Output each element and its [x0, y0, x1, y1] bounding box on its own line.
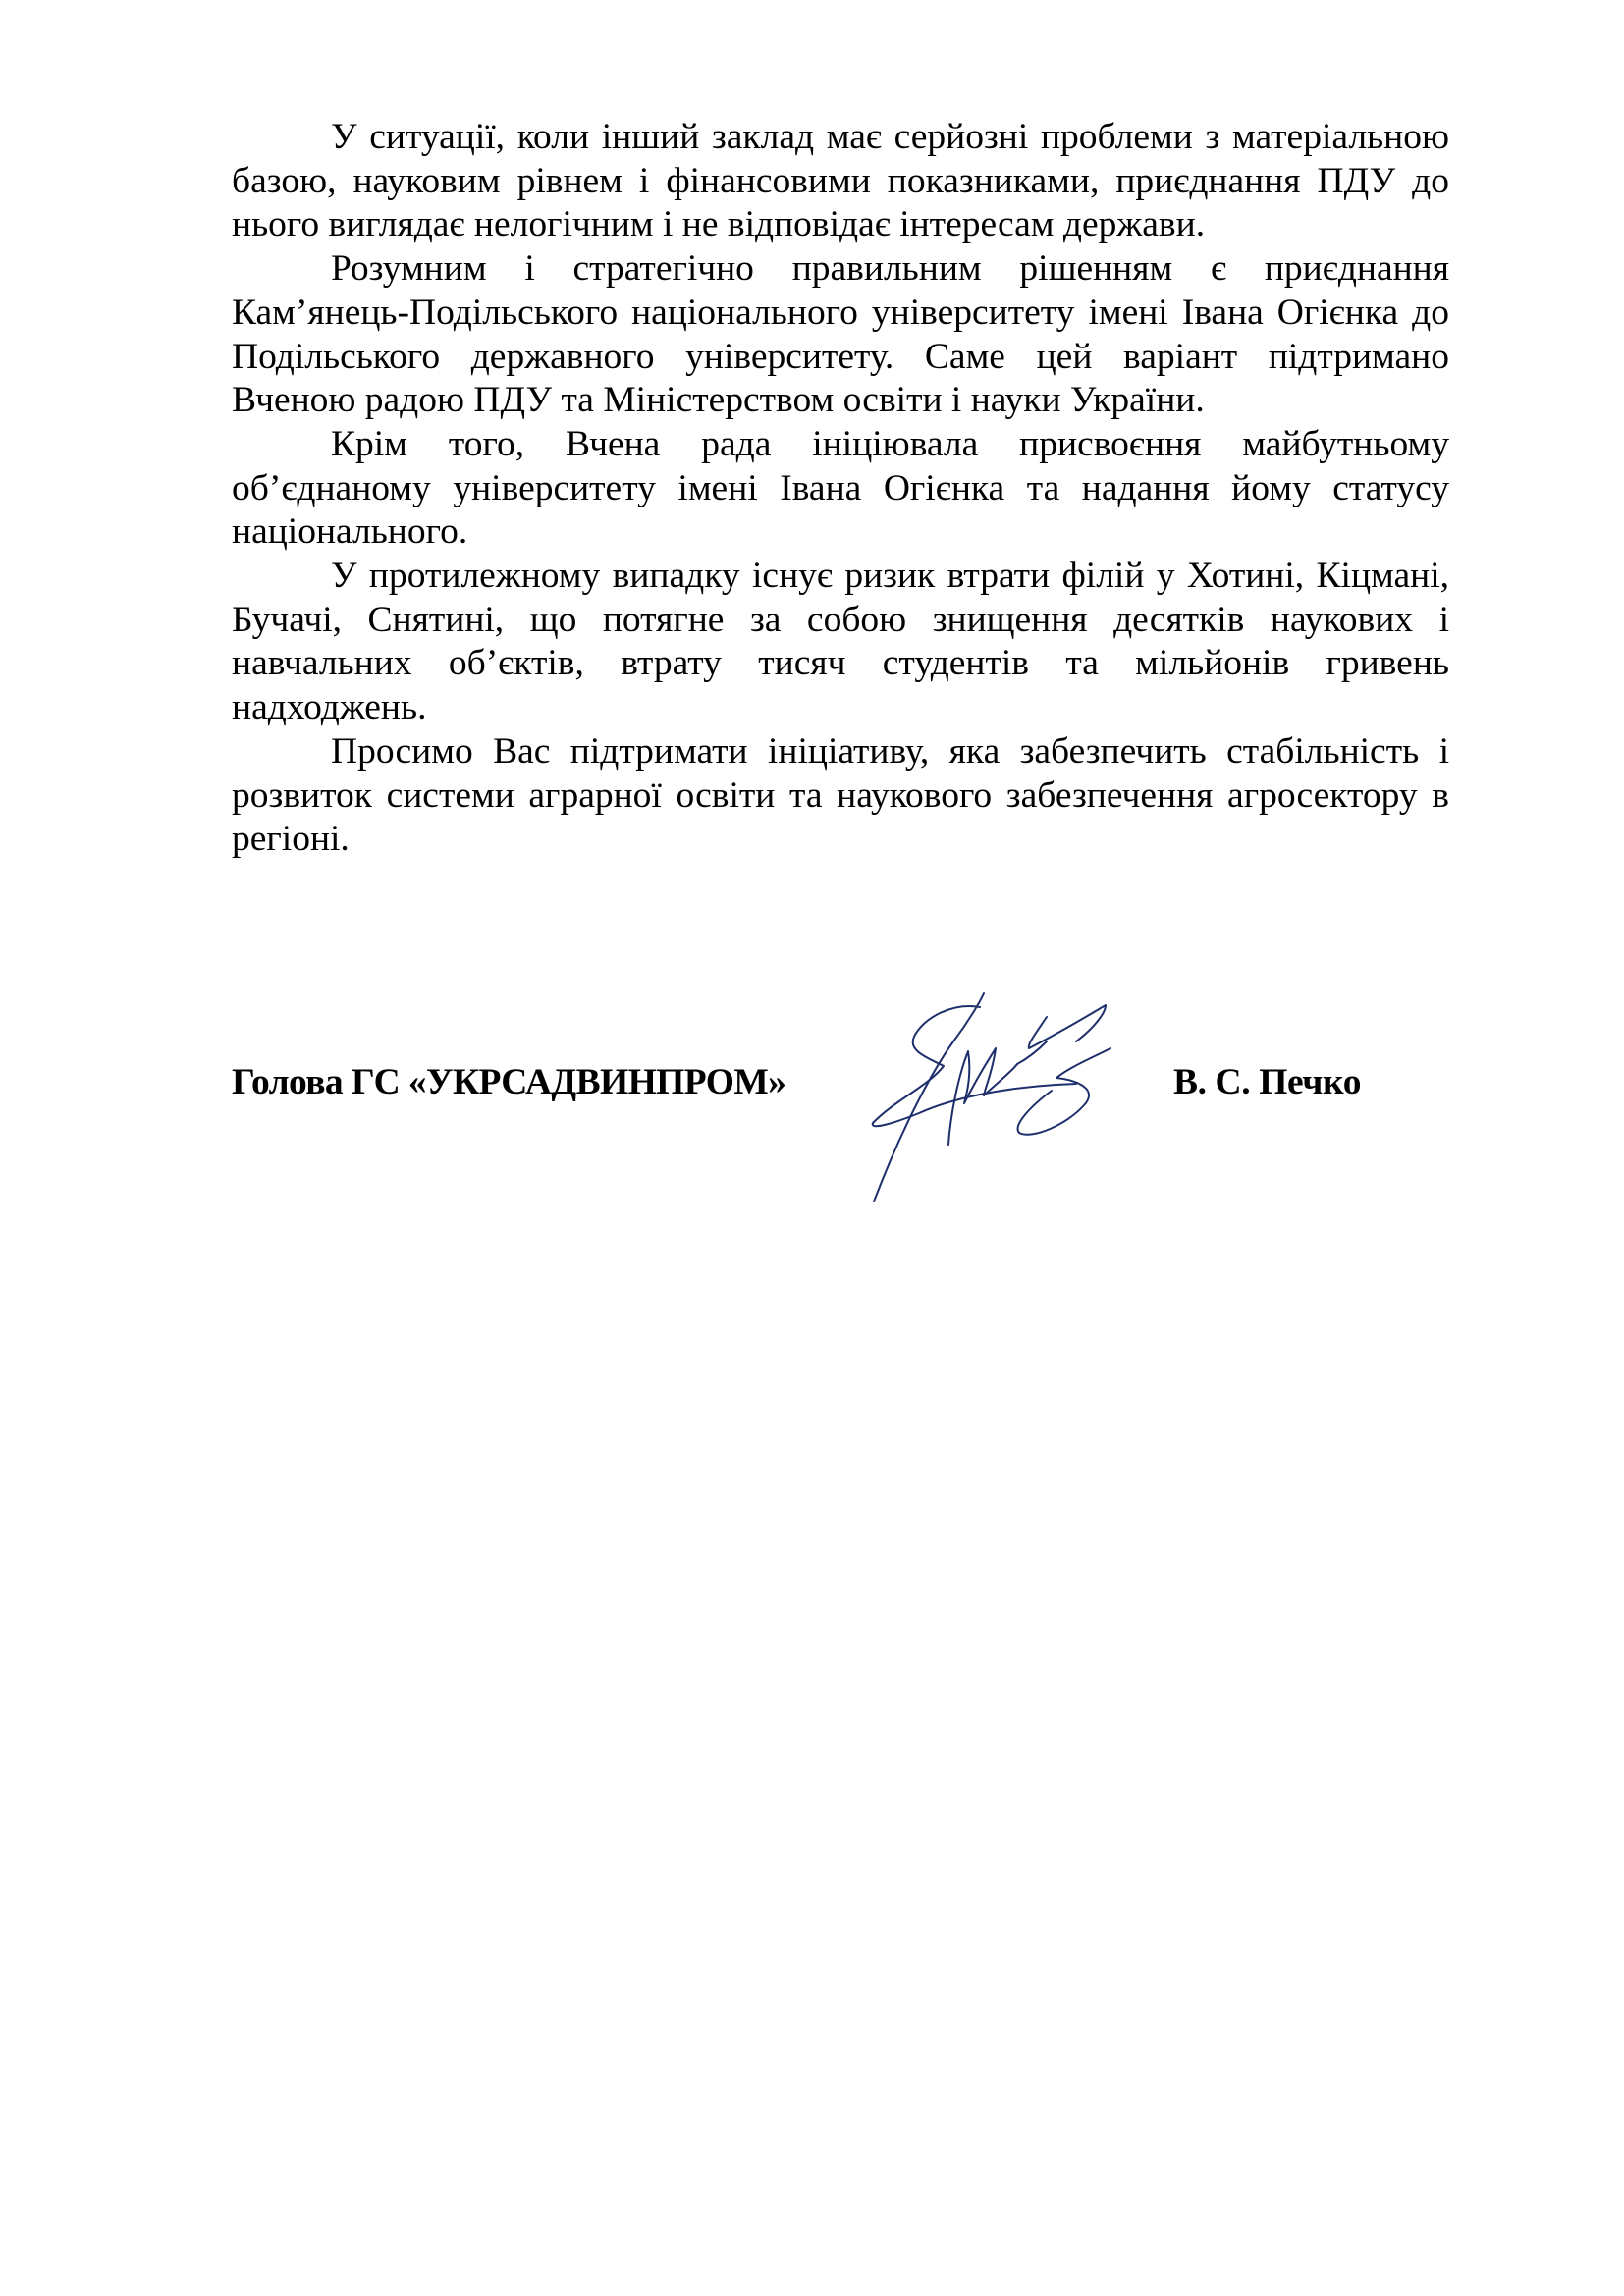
signature-icon [870, 988, 1145, 1205]
signature-stroke [1017, 1041, 1047, 1064]
signature-stroke [1018, 1048, 1110, 1135]
paragraph-4: У протилежному випадку існує ризик втрати філій у Хотині, Кіцмані, Бучачі, Снятині, що потягне за собою знищення десятків наукових і навчальних об’єктів, втрату тисяч студентів та мільйонів гривень надходжень. [232, 556, 1449, 728]
signatory-name: В. С. Печко [1173, 1062, 1362, 1102]
paragraph-1: У ситуації, коли інший заклад має серйозні проблеми з матеріальною базою, науковим рівнем і фінансовими показниками, приєднання ПДУ до нього виглядає нелогічним і не відповідає інтересам держави. [232, 117, 1449, 245]
signature-stroke [873, 1006, 1076, 1126]
paragraph-3: Крім того, Вчена рада ініціювала присвоєння майбутньому об’єднаному університету імені Івана Огієнка та надання йому статусу національного. [232, 423, 1449, 553]
paragraph-2: Розумним і стратегічно правильним рішенням є приєднання Кам’янець-Подільського національного університету імені Івана Огієнка до Подільського державного університету. Саме цей варіант підтримано Вченою радою ПДУ та Міністерством освіти і науки України. [232, 248, 1449, 421]
paragraph-5: Просимо Вас підтримати ініціативу, яка забезпечить стабільність і розвиток системи аграрної освіти та наукового забезпечення агросектору в регіоні. [232, 730, 1449, 860]
handwritten-signature [870, 988, 1145, 1205]
signatory-title: Голова ГС «УКРСАДВИНПРОМ» [232, 1062, 786, 1102]
signature-stroke [1029, 1005, 1106, 1048]
signature-stroke [948, 1048, 1017, 1145]
